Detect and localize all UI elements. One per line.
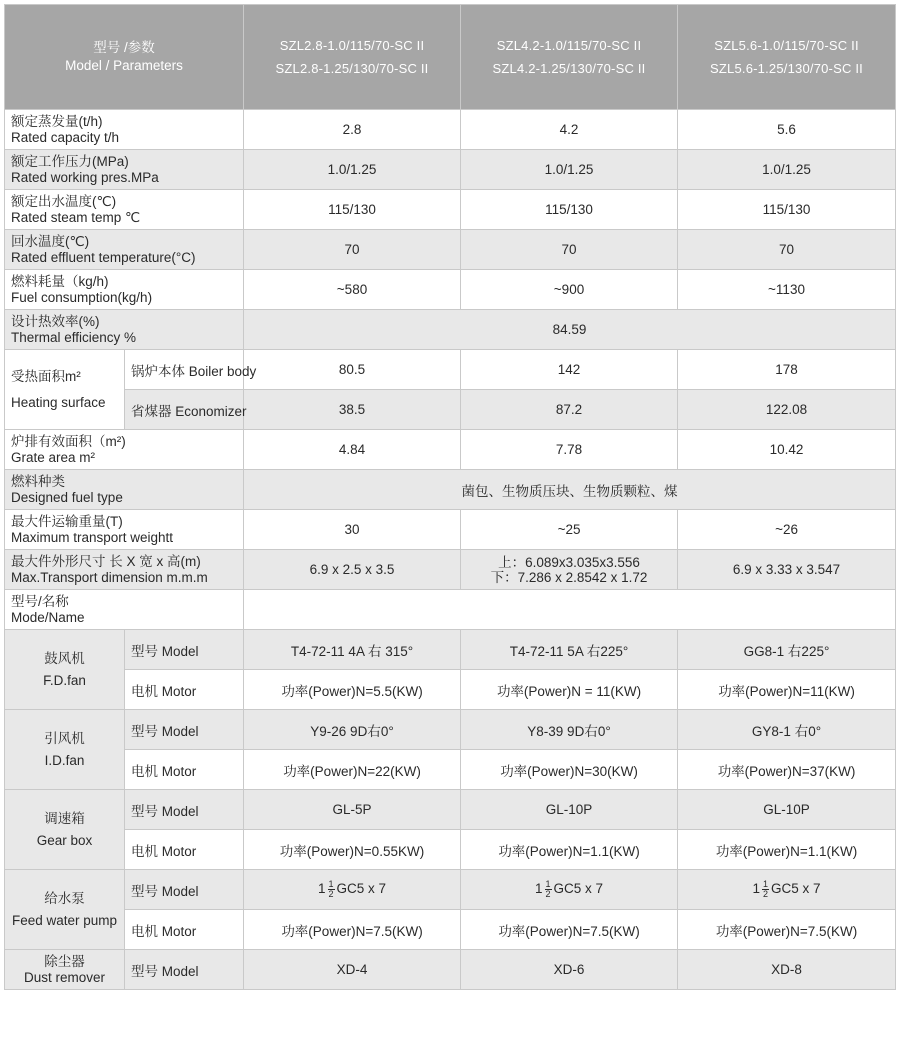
value-cell: 1.0/1.25 [461,150,678,190]
model-3-line-2: SZL5.6-1.25/130/70-SC II [710,61,863,76]
sub-label-motor: 电机 Motor [125,750,244,790]
label-cn: 最大件运输重量(T) [11,513,123,529]
header-label-en: Model / Parameters [65,58,183,73]
sub-label-motor: 电机 Motor [125,670,244,710]
value-cell: 6.9 x 2.5 x 3.5 [244,550,461,590]
group-feed-water-pump [5,870,125,950]
label-cn: 给水泵 [44,890,85,906]
row-heating-boiler [5,350,896,390]
sub-label-model: 型号 Model [125,870,244,910]
row-feed-pump-model [5,870,896,910]
label-cn: 额定出水温度(℃) [11,193,117,209]
label-cn: 调速箱 [44,810,85,826]
value-cell-two-line [461,550,678,590]
value-cell: XD-4 [244,950,461,990]
label-en: Rated working pres.MPa [11,169,159,185]
header-model-3 [678,5,896,110]
value-cell: 115/130 [244,190,461,230]
value-cell: 2.8 [244,110,461,150]
value-cell: 功率(Power)N=37(KW) [678,750,896,790]
sub-label-model: 型号 Model [125,630,244,670]
value-cell: 功率(Power)N=7.5(KW) [461,910,678,950]
value-cell-pump-model [244,870,461,910]
value-cell: ~900 [461,270,678,310]
pump-suffix: GC5 x 7 [553,881,604,897]
dimension-upper: 上：6.089x3.035x3.556 [498,554,640,570]
row-transport-dimension [5,550,896,590]
value-cell: 87.2 [461,390,678,430]
label-cn: 炉排有效面积（m²) [11,433,126,449]
value-cell: 115/130 [461,190,678,230]
label-en: Dust remover [23,969,106,985]
model-3-line-1: SZL5.6-1.0/115/70-SC II [714,38,859,53]
label-en: F.D.fan [43,672,86,688]
row-id-fan-model [5,710,896,750]
sub-label-economizer: 省煤器 Economizer [125,390,244,430]
label-en: Rated steam temp ℃ [11,209,141,225]
value-cell: 功率(Power)N = 11(KW) [461,670,678,710]
header-model-2 [461,5,678,110]
value-cell: 122.08 [678,390,896,430]
group-id-fan [5,710,125,790]
value-cell: 功率(Power)N=11(KW) [678,670,896,710]
row-label [5,110,244,150]
label-cn: 设计热效率(%) [11,313,100,329]
label-en: Designed fuel type [11,489,123,505]
row-capacity [5,110,896,150]
value-cell: 4.84 [244,430,461,470]
value-cell: 功率(Power)N=22(KW) [244,750,461,790]
label-cn: 额定工作压力(MPa) [11,153,129,169]
pump-whole: 1 [752,881,760,897]
value-cell: 30 [244,510,461,550]
pump-fraction [328,880,335,899]
row-label [5,590,244,630]
value-cell: 38.5 [244,390,461,430]
value-cell: GL-5P [244,790,461,830]
row-return-temp [5,230,896,270]
value-cell: T4-72-11 4A 右 315° [244,630,461,670]
value-cell: ~1130 [678,270,896,310]
value-cell: 10.42 [678,430,896,470]
row-label [5,510,244,550]
value-cell: 70 [678,230,896,270]
row-gear-box-model [5,790,896,830]
row-label [5,270,244,310]
row-dust-remover [5,950,896,990]
label-en: Heating surface [11,394,106,410]
value-cell: 142 [461,350,678,390]
row-id-fan-motor [5,750,896,790]
row-label [5,150,244,190]
heating-surface-label [5,350,125,430]
value-cell: 6.9 x 3.33 x 3.547 [678,550,896,590]
value-cell: ~25 [461,510,678,550]
value-cell: 1.0/1.25 [678,150,896,190]
label-en: Feed water pump [11,912,118,928]
value-cell: 功率(Power)N=1.1(KW) [678,830,896,870]
value-cell: GL-10P [678,790,896,830]
value-cell: Y8-39 9D右0° [461,710,678,750]
label-cn: 额定蒸发量(t/h) [11,113,103,129]
value-cell: GG8-1 右225° [678,630,896,670]
dimension-lower: 下：7.286 x 2.8542 x 1.72 [490,569,648,585]
row-outlet-temp [5,190,896,230]
value-cell: ~580 [244,270,461,310]
sub-label-model: 型号 Model [125,790,244,830]
value-cell: 7.78 [461,430,678,470]
value-cell-pump-model [461,870,678,910]
group-gear-box [5,790,125,870]
value-cell: 70 [461,230,678,270]
label-en: Mode/Name [11,609,85,625]
label-cn: 最大件外形尺寸 长 X 宽 x 高(m) [11,553,201,569]
row-transport-weight [5,510,896,550]
label-en: Gear box [36,832,93,848]
row-label [5,190,244,230]
row-grate-area [5,430,896,470]
pump-fraction [545,880,552,899]
label-en: Rated effluent temperature(°C) [11,249,196,265]
sub-label-model: 型号 Model [125,950,244,990]
sub-label-model: 型号 Model [125,710,244,750]
row-efficiency [5,310,896,350]
row-fd-fan-model [5,630,896,670]
value-cell: 178 [678,350,896,390]
value-cell: 功率(Power)N=1.1(KW) [461,830,678,870]
row-label [5,230,244,270]
fraction-numerator: 1 [328,879,334,889]
row-label [5,470,244,510]
label-cn: 型号/名称 [11,593,69,609]
pump-whole: 1 [534,881,543,897]
value-cell-empty [244,590,896,630]
value-cell-pump-model [678,870,896,910]
boiler-spec-table [4,4,896,990]
group-fd-fan [5,630,125,710]
model-2-line-1: SZL4.2-1.0/115/70-SC II [496,38,642,53]
row-label [5,310,244,350]
value-cell: 功率(Power)N=7.5(KW) [678,910,896,950]
sub-label-motor: 电机 Motor [125,910,244,950]
value-cell: GL-10P [461,790,678,830]
sub-label-motor: 电机 Motor [125,830,244,870]
pump-suffix: GC5 x 7 [336,881,387,897]
value-cell: 4.2 [461,110,678,150]
label-cn: 引风机 [44,730,85,746]
label-en: Rated capacity t/h [11,129,120,145]
value-cell: XD-6 [461,950,678,990]
value-cell: 功率(Power)N=30(KW) [461,750,678,790]
model-2-line-2: SZL4.2-1.25/130/70-SC II [492,61,646,76]
label-en: Fuel consumption(kg/h) [11,289,153,305]
label-cn: 燃料耗量（kg/h) [11,273,109,289]
row-label [5,430,244,470]
label-en: Maximum transport weightt [11,529,174,545]
row-fd-fan-motor [5,670,896,710]
header-model-1 [244,5,461,110]
sub-label-boiler-body: 锅炉本体 Boiler body [125,350,244,390]
fraction-numerator: 1 [763,879,769,889]
model-1-line-1: SZL2.8-1.0/115/70-SC II [279,38,425,53]
value-cell: 1.0/1.25 [244,150,461,190]
value-cell: 功率(Power)N=0.55KW) [244,830,461,870]
value-cell: Y9-26 9D右0° [244,710,461,750]
model-1-line-2: SZL2.8-1.25/130/70-SC II [275,61,429,76]
header-label-cn: 型号 /参数 [93,40,155,55]
value-cell: 80.5 [244,350,461,390]
label-cn: 回水温度(℃) [11,233,90,249]
value-cell: 70 [244,230,461,270]
value-cell: ~26 [678,510,896,550]
value-cell-merged: 84.59 [244,310,896,350]
row-label [5,550,244,590]
row-pressure [5,150,896,190]
pump-fraction [762,880,769,899]
row-fuel-type [5,470,896,510]
label-cn: 除尘器 [44,953,85,969]
value-cell: T4-72-11 5A 右225° [461,630,678,670]
group-dust-remover [5,950,125,990]
header-row [5,5,896,110]
label-en: Grate area m² [11,449,96,465]
label-cn: 燃料种类 [11,473,65,489]
fraction-denominator: 2 [328,889,334,899]
value-cell: 115/130 [678,190,896,230]
label-en: Max.Transport dimension m.m.m [11,569,208,585]
label-cn: 鼓风机 [44,650,85,666]
value-cell: 5.6 [678,110,896,150]
header-label-cell [5,5,244,110]
fraction-denominator: 2 [545,889,551,899]
label-en: Thermal efficiency % [11,329,137,345]
row-gear-box-motor [5,830,896,870]
row-feed-pump-motor [5,910,896,950]
value-cell-merged: 菌包、生物质压块、生物质颗粒、煤 [244,470,896,510]
label-en: I.D.fan [44,752,85,768]
value-cell: XD-8 [678,950,896,990]
value-cell: GY8-1 右0° [678,710,896,750]
row-heating-economizer [5,390,896,430]
label-cn: 受热面积m² [11,368,81,384]
fraction-numerator: 1 [545,879,551,889]
pump-whole: 1 [317,881,326,897]
pump-suffix: GC5 x 7 [771,881,821,897]
row-mode-name [5,590,896,630]
value-cell: 功率(Power)N=7.5(KW) [244,910,461,950]
row-fuel-consumption [5,270,896,310]
value-cell: 功率(Power)N=5.5(KW) [244,670,461,710]
fraction-denominator: 2 [763,889,769,899]
